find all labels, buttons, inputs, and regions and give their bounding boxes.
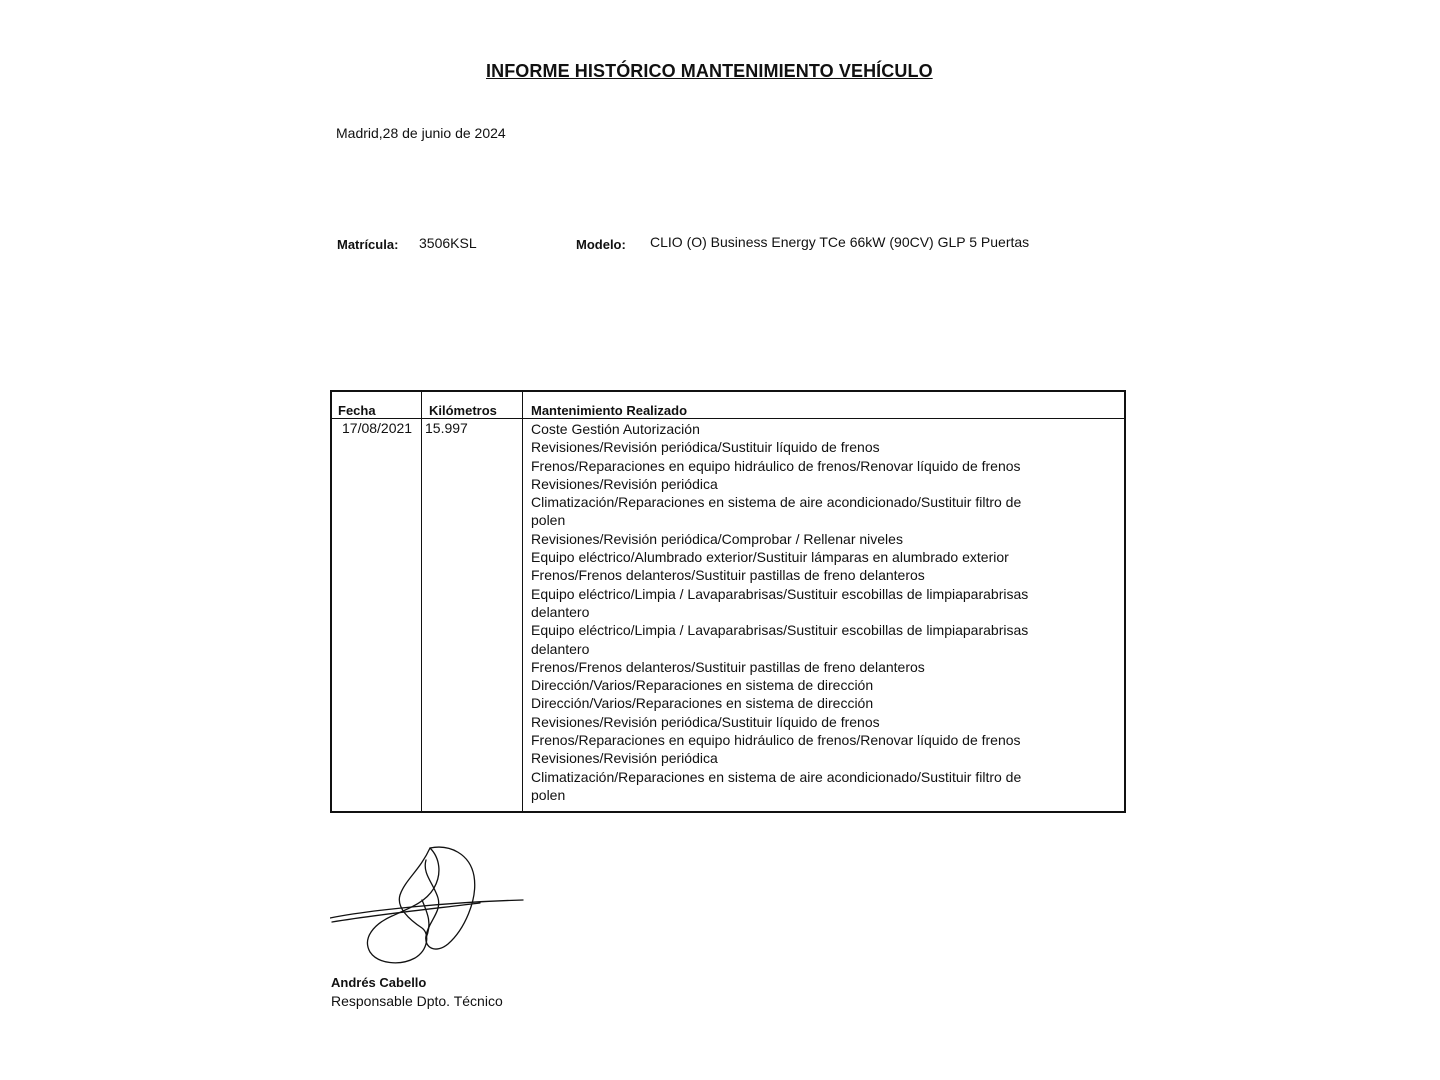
maintenance-item: Coste Gestión Autorización <box>531 421 700 437</box>
row-km: 15.997 <box>425 420 468 436</box>
maintenance-item: Revisiones/Revisión periódica/Sustituir líquido de frenos <box>531 439 880 456</box>
maintenance-item: Dirección/Varios/Reparaciones en sistema de dirección <box>531 695 874 712</box>
model-label: Modelo: <box>576 237 626 252</box>
handwritten-signature <box>330 840 530 970</box>
maintenance-item: Revisiones/Revisión periódica <box>531 750 718 767</box>
signer-name: Andrés Cabello <box>331 975 427 990</box>
maintenance-item: Equipo eléctrico/Limpia / Lavaparabrisas/Sustituir escobillas de limpiaparabrisas delantero <box>531 585 1029 620</box>
signer-role: Responsable Dpto. Técnico <box>331 993 503 1009</box>
column-divider <box>421 392 422 811</box>
maintenance-item: Climatización/Reparaciones en sistema de aire acondicionado/Sustituir filtro de polen <box>531 494 1022 529</box>
maintenance-item: Revisiones/Revisión periódica/Sustituir líquido de frenos <box>531 713 880 730</box>
column-divider <box>522 392 523 811</box>
maintenance-item: Frenos/Reparaciones en equipo hidráulico de frenos/Renovar líquido de frenos <box>531 457 1021 474</box>
header-divider <box>332 418 1124 419</box>
maintenance-item: Revisiones/Revisión periódica/Comprobar / Rellenar niveles <box>531 530 903 547</box>
maintenance-item: Equipo eléctrico/Alumbrado exterior/Sustituir lámparas en alumbrado exterior <box>531 549 1009 566</box>
maintenance-item: Frenos/Frenos delanteros/Sustituir pastillas de freno delanteros <box>531 658 925 675</box>
header-km: Kilómetros <box>429 403 497 418</box>
header-date: Fecha <box>338 403 376 418</box>
maintenance-item: Climatización/Reparaciones en sistema de aire acondicionado/Sustituir filtro de polen <box>531 768 1022 803</box>
maintenance-items-list <box>531 420 1031 804</box>
place-date: Madrid,28 de junio de 2024 <box>336 125 506 141</box>
header-maintenance: Mantenimiento Realizado <box>531 403 688 418</box>
maintenance-item: Frenos/Reparaciones en equipo hidráulico de frenos/Renovar líquido de frenos <box>531 732 1021 749</box>
row-date: 17/08/2021 <box>342 420 413 436</box>
report-title: INFORME HISTÓRICO MANTENIMIENTO VEHÍCULO <box>486 61 933 81</box>
model-value: CLIO (O) Business Energy TCe 66kW (90CV) GLP 5 Puertas <box>650 234 1030 250</box>
maintenance-item: Dirección/Varios/Reparaciones en sistema de dirección <box>531 677 874 694</box>
maintenance-item: Revisiones/Revisión periódica <box>531 475 718 492</box>
maintenance-item: Frenos/Frenos delanteros/Sustituir pastillas de freno delanteros <box>531 567 925 584</box>
maintenance-table <box>330 390 1126 813</box>
plate-label: Matrícula: <box>337 237 399 252</box>
plate-value: 3506KSL <box>419 235 477 251</box>
maintenance-item: Equipo eléctrico/Limpia / Lavaparabrisas/Sustituir escobillas de limpiaparabrisas delantero <box>531 622 1029 657</box>
